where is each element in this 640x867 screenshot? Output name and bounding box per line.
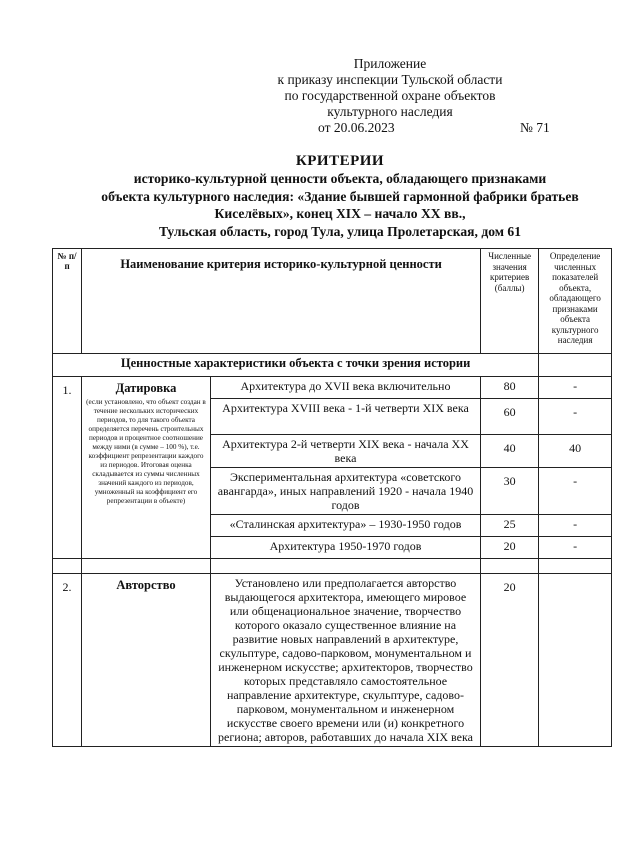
criterion-value: 30 xyxy=(481,468,539,515)
criterion-option: Установлено или предполагается авторство выдающегося архитектора, имеющего мировое или общенациональное значение, творчество которого оказало существенное влияние на развитие новых направлений в архитектуре, скульптуре, садово-парковом, монументальном и инженерном искусстве; архитекторов, творчество которых представляло самостоятельное направление архитектуре, скульптуре, садово-парковом, монументальном и инженерном искусстве своего времени или (и) конкретного региона; авторов, работавших до начала XIX века xyxy=(210,574,480,747)
criterion-option: Экспериментальная архитектура «советского авангарда», иных направлений 1920 - начала 1940 годов xyxy=(210,468,480,515)
criteria-table xyxy=(52,248,612,747)
appendix-title: Приложение xyxy=(353,56,427,71)
criterion-name-cell xyxy=(82,377,211,559)
criterion-definition: 40 xyxy=(539,435,612,468)
section-title: Ценностные характеристики объекта с точки зрения истории xyxy=(53,354,539,377)
criterion-name: Датировка xyxy=(115,381,177,395)
table-row xyxy=(53,574,612,747)
criterion-value: 80 xyxy=(481,377,539,399)
title-heading: КРИТЕРИИ xyxy=(295,153,385,169)
appendix-order-ref: к приказу инспекции Тульской области xyxy=(277,72,503,87)
document-title xyxy=(40,152,640,240)
criterion-definition xyxy=(539,574,612,747)
table-header-row xyxy=(53,249,612,354)
header-number: № п/п xyxy=(53,249,82,354)
criterion-definition: - xyxy=(539,468,612,515)
criterion-definition: - xyxy=(539,537,612,559)
criterion-name: Авторство xyxy=(116,578,176,592)
header-definition: Определение численных показателей объекта, обладающего признаками объекта культурного наследия xyxy=(539,249,612,354)
header-criterion-name: Наименование критерия историко-культурной ценности xyxy=(82,249,481,354)
title-line-1: историко-культурной ценности объекта, обладающего признаками xyxy=(133,171,547,186)
appendix-authority-cont: культурного наследия xyxy=(327,104,453,119)
criterion-option: «Сталинская архитектура» – 1930-1950 годов xyxy=(210,515,480,537)
criterion-definition: - xyxy=(539,515,612,537)
section-row xyxy=(53,354,612,377)
criterion-note: (если установлено, что объект создан в течение нескольких исторических периодов, то для такого объекта определяется перечень строительных периодов и процентное соотношение между ними (в сумме – 100 %), т.е. коэффициент репрезентации каждого из периодов. Итоговая оценка складывается из суммы численных значений каждого из периодов, умноженный на коэффициент его репрезентации в объекте) xyxy=(86,398,206,505)
title-line-3: Киселёвых», конец XIX – начало XX вв., xyxy=(214,206,466,221)
criterion-value: 60 xyxy=(481,399,539,435)
criterion-value: 25 xyxy=(481,515,539,537)
title-line-2: объекта культурного наследия: «Здание бывшей гармонной фабрики братьев xyxy=(101,188,579,204)
criterion-value: 20 xyxy=(481,574,539,747)
row-number: 2. xyxy=(53,574,82,747)
criterion-option: Архитектура XVIII века - 1-й четверти XIX века xyxy=(210,399,480,435)
appendix-number: № 71 xyxy=(520,120,550,135)
appendix-block xyxy=(0,56,640,136)
criterion-value: 40 xyxy=(481,435,539,468)
table-row xyxy=(53,377,612,399)
appendix-authority: по государственной охране объектов xyxy=(284,88,496,103)
criterion-option: Архитектура 1950-1970 годов xyxy=(210,537,480,559)
criterion-definition: - xyxy=(539,377,612,399)
criterion-option: Архитектура 2-й четверти XIX века - начала XX века xyxy=(210,435,480,468)
appendix-date: от 20.06.2023 xyxy=(318,120,395,135)
criterion-value: 20 xyxy=(481,537,539,559)
criterion-definition: - xyxy=(539,399,612,435)
title-line-4: Тульская область, город Тула, улица Пролетарская, дом 61 xyxy=(158,223,522,239)
criterion-option: Архитектура до XVII века включительно xyxy=(210,377,480,399)
criterion-name-cell xyxy=(82,574,211,747)
row-number: 1. xyxy=(53,377,82,559)
header-values: Численные значения критериев (баллы) xyxy=(481,249,539,354)
